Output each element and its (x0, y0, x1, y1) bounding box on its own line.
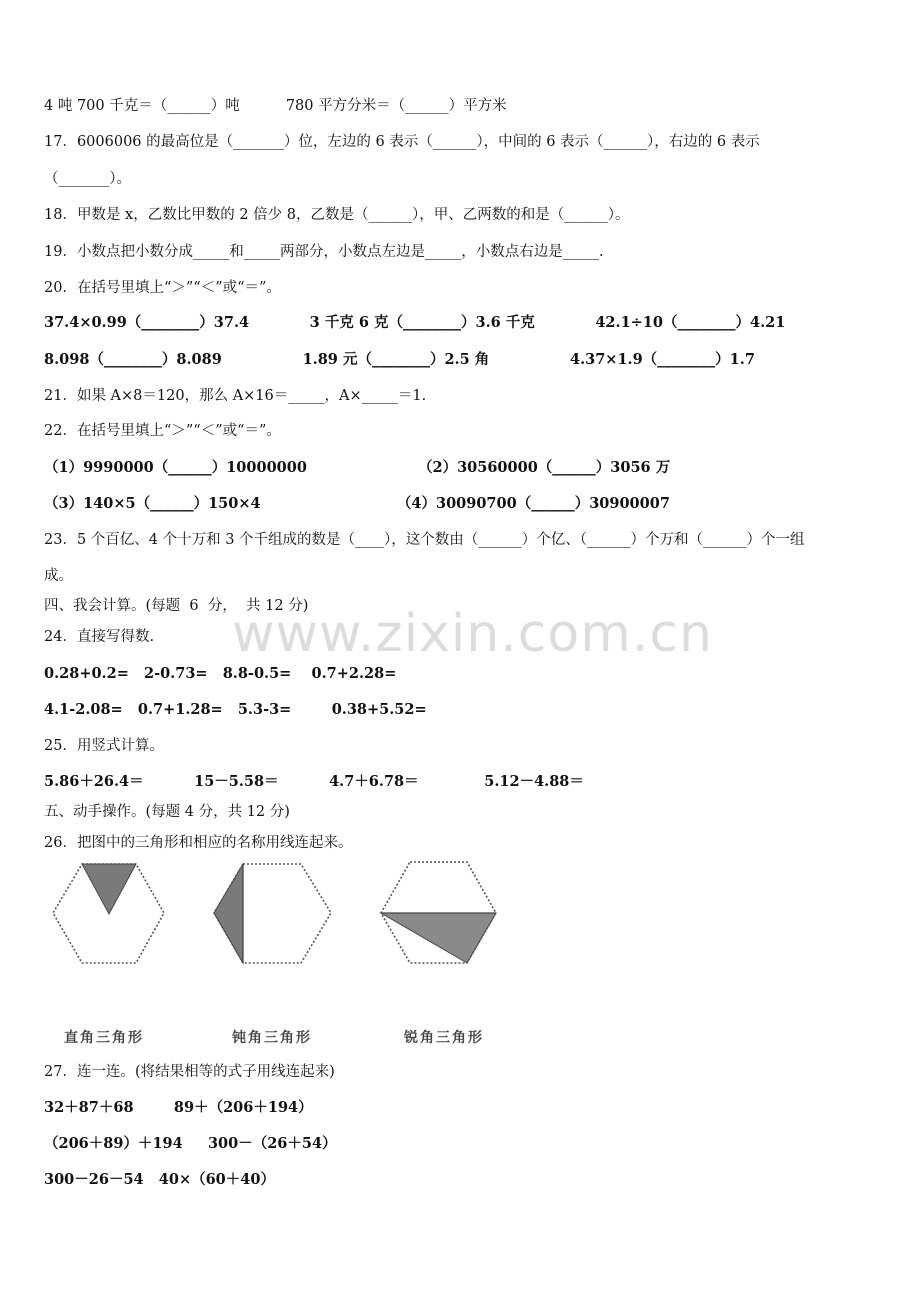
question-22-row-1: （1）9990000（______）10000000 （2）30560000（______）3056 万 (44, 459, 671, 476)
question-25-row: 5.86＋26.4＝ 15－5.58＝ 4.7＋6.78＝ 5.12－4.88＝ (44, 773, 584, 790)
question-20-row-2: 8.098（________）8.089 1.89 元（________）2.5 角 4.37×1.9（________）1.7 (44, 351, 755, 368)
question-22-row-2: （3）140×5（______）150×4 （4）30090700（______）30900007 (44, 495, 670, 512)
question-21: 21．如果 A×8＝120，那么 A×16＝_____，A×_____＝1. (44, 388, 427, 404)
hexagon-figure-3 (381, 862, 496, 963)
question-17: 17．6006006 的最高位是（_______）位，左边的 6 表示（______），中间的 6 表示（______），右边的 6 表示 (44, 134, 760, 150)
question-27-row-1: 32＋87＋68 89＋（206＋194） (44, 1099, 313, 1116)
label-right-triangle: 直角三角形 (64, 1030, 144, 1046)
question-22: 22．在括号里填上“＞”“＜”或“＝”。 (44, 423, 281, 439)
question-24-row-1: 0.28+0.2= 2-0.73= 8.8-0.5= 0.7+2.28= (44, 665, 397, 682)
question-17-cont: （_______）。 (44, 171, 131, 187)
question-20-row-1: 37.4×0.99（________）37.4 3 千克 6 克（________）3.6 千克 42.1÷10（________）4.21 (44, 314, 786, 331)
label-acute-triangle: 锐角三角形 (404, 1030, 484, 1046)
hexagon-figure-2 (214, 864, 331, 963)
question-19: 19．小数点把小数分成_____和_____两部分，小数点左边是_____，小数点右边是_____. (44, 244, 604, 260)
hexagon-figure-1 (53, 864, 164, 963)
text-line-unit-conversion: 4 吨 700 千克＝（______）吨 780 平方分米＝（______）平方米 (44, 98, 507, 114)
question-20: 20．在括号里填上“＞”“＜”或“＝”。 (44, 280, 281, 296)
watermark: www.zixin.com.cn (232, 604, 713, 664)
question-25: 25．用竖式计算。 (44, 738, 164, 754)
question-27-row-2: （206＋89）＋194 300－（26＋54） (44, 1135, 337, 1152)
question-24: 24．直接写得数. (44, 629, 155, 645)
question-18: 18．甲数是 x，乙数比甲数的 2 倍少 8，乙数是（______），甲、乙两数的和是（______）。 (44, 207, 630, 223)
question-23: 23．5 个百亿、4 个十万和 3 个千组成的数是（____），这个数由（______）个亿、（______）个万和（______）个一组 (44, 532, 805, 548)
question-27: 27．连一连。(将结果相等的式子用线连起来) (44, 1064, 335, 1080)
question-26: 26．把图中的三角形和相应的名称用线连起来。 (44, 835, 353, 851)
label-obtuse-triangle: 钝角三角形 (232, 1030, 312, 1046)
question-23-cont: 成。 (44, 568, 73, 584)
section-5-heading: 五、动手操作。(每题 4 分，共 12 分) (44, 804, 290, 820)
section-4-heading: 四、我会计算。(每题 6 分， 共 12 分) (44, 598, 309, 614)
question-24-row-2: 4.1-2.08= 0.7+1.28= 5.3-3= 0.38+5.52= (44, 701, 427, 718)
question-27-row-3: 300－26－54 40×（60＋40） (44, 1171, 275, 1188)
